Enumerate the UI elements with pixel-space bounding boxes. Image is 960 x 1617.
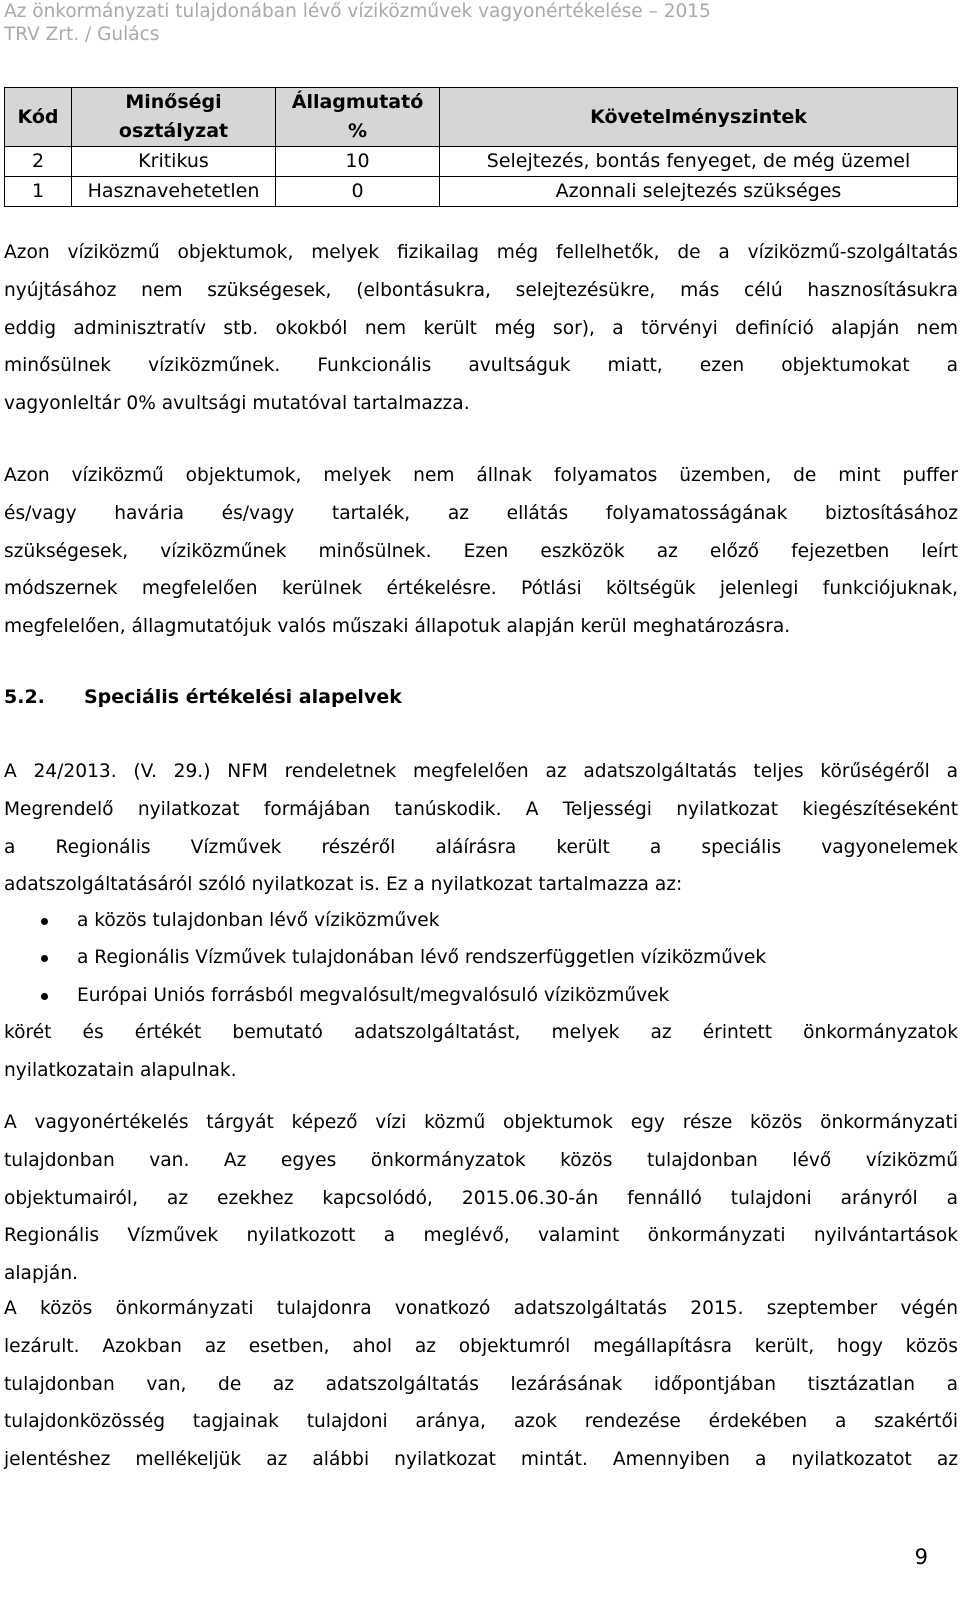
text-line: A vagyonértékelés tárgyát képező vízi közmű objektumok egy része közös önkormányzati (4, 1112, 958, 1133)
bullet-icon (41, 955, 48, 962)
text-line: tulajdonközösség tagjainak tulajdoni aránya, azok rendezése érdekében a szakértői (4, 1411, 958, 1433)
text-line: Azon víziközmű objektumok, melyek nem állnak folyamatos üzemben, de mint puffer (4, 465, 958, 486)
header-condition-index-line2: % (347, 120, 368, 142)
text-line: módszernek megfelelően kerülnek értékelésre. Pótlási költségük jelenlegi funkciójuknak, (4, 578, 958, 600)
table-row (5, 177, 958, 207)
text-line: és/vagy havária és/vagy tartalék, az ellátás folyamatosságának biztosításához (4, 502, 958, 524)
bullet-list (4, 902, 958, 1014)
text-line: nyújtásához nem szükségesek, (elbontásukra, selejtezésükre, más célú hasznosításukra (4, 279, 958, 301)
text-line: megfelelően, állagmutatójuk valós műszaki állapotuk alapján kerül meghatározásra. (4, 616, 791, 638)
header-condition-index-line1: Állagmutató (291, 91, 424, 113)
text-line: lezárult. Azokban az esetben, ahol az objektumról megállapításra került, hogy közös (4, 1335, 958, 1357)
cell-requirement: Azonnali selejtezés szükséges (440, 177, 958, 207)
cell-quality-class: Kritikus (72, 147, 276, 177)
paragraph-scope (4, 1014, 958, 1090)
text-line: Azon víziközmű objektumok, melyek fizikailag még fellelhetők, de a víziközmű-szolgáltatás (4, 242, 958, 263)
list-item (4, 939, 958, 976)
page-number: 9 (914, 1545, 928, 1569)
paragraph-standby-objects (4, 457, 958, 646)
text-line: Regionális Vízművek nyilatkozott a meglévő, valamint önkormányzati nyilvántartások (4, 1225, 958, 1247)
paragraph-data-provision (4, 753, 958, 904)
text-line: A 24/2013. (V. 29.) NFM rendeletnek megfelelően az adatszolgáltatás teljes körűségéről a (4, 761, 958, 782)
text-line: adatszolgáltatásáról szóló nyilatkozat is. Ez a nyilatkozat tartalmazza az: (4, 874, 683, 896)
running-header (4, 0, 711, 46)
header-quality-class-line2: osztályzat (118, 120, 229, 142)
paragraph-unused-objects (4, 234, 958, 423)
list-item (4, 977, 958, 1014)
text-line: alapján. (4, 1263, 79, 1285)
text-line: Megrendelő nyilatkozat formájában tanúskodik. A Teljességi nyilatkozat kiegészítéseként (4, 798, 958, 820)
cell-kod: 2 (5, 147, 72, 177)
list-item (4, 902, 958, 939)
paragraph-closing (4, 1290, 958, 1479)
cell-quality-class: Hasznavehetetlen (72, 177, 276, 207)
text-line: eddig adminisztratív stb. okokból nem került még sor), a törvényi definíció alapján nem (4, 317, 958, 339)
text-line: minősülnek víziközműnek. Funkcionális avultságuk miatt, ezen objektumokat a (4, 355, 958, 377)
header-title: Az önkormányzati tulajdonában lévő víziközművek vagyonértékelése – 2015 (4, 1, 711, 22)
table-row (5, 147, 958, 177)
text-line: a Regionális Vízművek részéről aláírásra került a speciális vagyonelemek (4, 836, 958, 858)
text-line: vagyonleltár 0% avultsági mutatóval tartalmazza. (4, 393, 470, 415)
list-item-text: a Regionális Vízművek tulajdonában lévő rendszerfüggetlen víziközművek (77, 947, 767, 969)
table-header-row (5, 88, 958, 147)
text-line: A közös önkormányzati tulajdonra vonatkozó adatszolgáltatás 2015. szeptember végén (4, 1298, 958, 1319)
section-number: 5.2. (4, 686, 45, 708)
header-quality-class (72, 88, 276, 147)
text-line: tulajdonban van. Az egyes önkormányzatok közös tulajdonban lévő víziközmű (4, 1149, 958, 1171)
cell-condition-index: 10 (276, 147, 440, 177)
cell-kod: 1 (5, 177, 72, 207)
text-line: nyilatkozatain alapulnak. (4, 1059, 237, 1081)
text-line: objektumairól, az ezekhez kapcsolódó, 2015.06.30-án fennálló tulajdoni arányról a (4, 1187, 958, 1209)
paragraph-common-ownership (4, 1104, 958, 1293)
section-title: Speciális értékelési alapelvek (84, 686, 402, 708)
bullet-icon (41, 918, 48, 925)
header-condition-index (276, 88, 440, 147)
text-line: szükségesek, víziközműnek minősülnek. Ezen eszközök az előző fejezetben leírt (4, 540, 958, 562)
header-kod: Kód (5, 88, 72, 147)
requirement-levels-table (4, 87, 958, 207)
section-heading (4, 682, 402, 712)
list-item-text: Európai Uniós forrásból megvalósult/megvalósuló víziközművek (77, 984, 670, 1006)
cell-requirement: Selejtezés, bontás fenyeget, de még üzemel (440, 147, 958, 177)
header-author: TRV Zrt. / Gulács (4, 24, 160, 45)
text-line: tulajdonban van, de az adatszolgáltatás lezárásának időpontjában tisztázatlan a (4, 1373, 958, 1395)
header-requirements: Követelményszintek (440, 88, 958, 147)
bullet-icon (41, 993, 48, 1000)
text-line: jelentéshez mellékeljük az alábbi nyilatkozat mintát. Amennyiben a nyilatkozatot az (4, 1449, 958, 1471)
header-quality-class-line1: Minőségi (125, 91, 222, 113)
list-item-text: a közös tulajdonban lévő víziközművek (77, 910, 440, 931)
cell-condition-index: 0 (276, 177, 440, 207)
text-line: körét és értékét bemutató adatszolgáltatást, melyek az érintett önkormányzatok (4, 1022, 958, 1043)
